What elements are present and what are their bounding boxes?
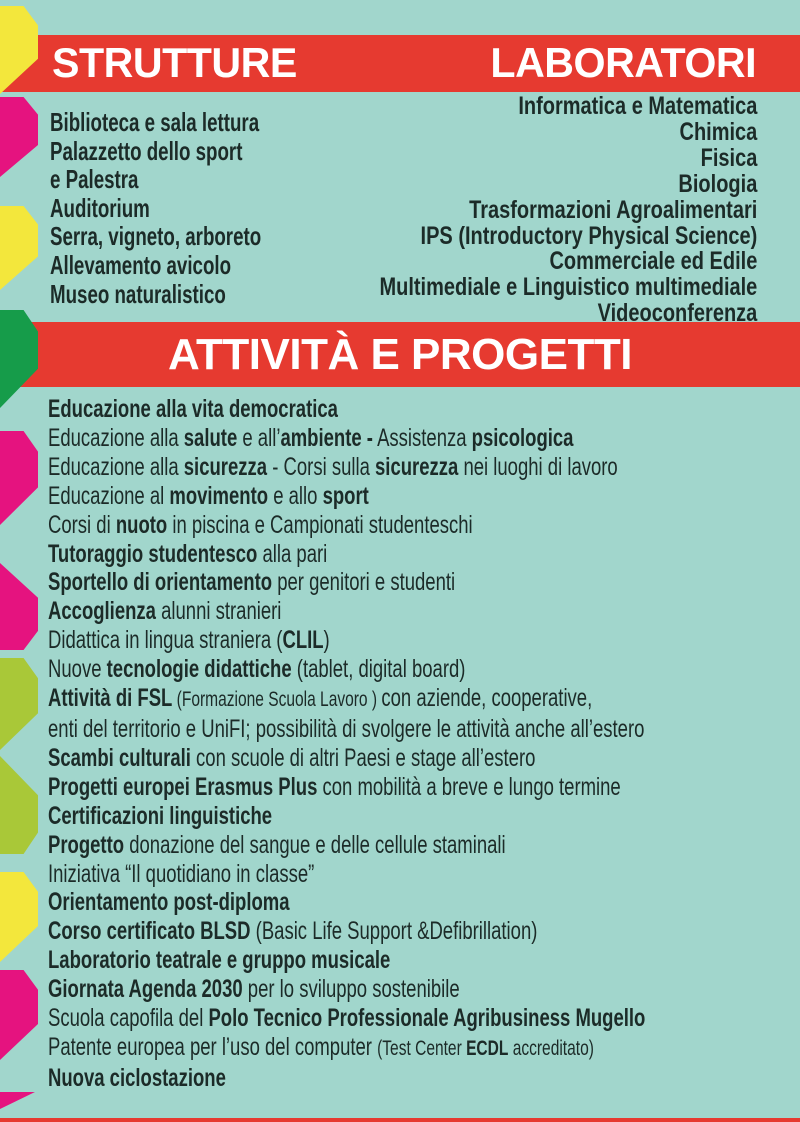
activity-text-segment: Scambi culturali <box>48 743 191 772</box>
list-item: Museo naturalistico <box>50 278 226 309</box>
activity-text-segment: Nuova ciclostazione <box>48 1063 226 1092</box>
activity-text-segment: Educazione alla <box>48 452 184 481</box>
activity-text-segment: e allo <box>268 481 323 510</box>
activity-text-segment: Progetto <box>48 830 125 859</box>
activity-text-segment: accreditato) <box>508 1036 594 1060</box>
activity-text-segment: con aziende, cooperative, <box>381 684 593 713</box>
activity-text-segment: enti del territorio e UniFI; possibilità di svolgere le attività anche all’estero <box>48 714 645 743</box>
list-item: Palazzetto dello sport <box>50 135 243 166</box>
activity-text-segment: in piscina e Campionati studenteschi <box>167 510 473 539</box>
chevron-shape-magenta <box>0 431 38 525</box>
activity-line <box>48 395 645 424</box>
chevron-shape-magenta <box>0 97 38 177</box>
activity-text-segment: movimento <box>169 481 269 510</box>
activity-text-segment: Laboratorio teatrale e gruppo musicale <box>48 946 391 975</box>
activity-line <box>48 453 645 482</box>
activity-line <box>48 773 645 802</box>
activity-line <box>48 1064 645 1093</box>
activity-line <box>48 655 645 684</box>
activity-text-segment: Sportello di orientamento <box>48 568 273 597</box>
activity-text-segment: con mobilità a breve e lungo termine <box>317 772 621 801</box>
activity-line <box>48 540 645 569</box>
activity-text-segment: nuoto <box>115 510 168 539</box>
chevron-shape-yellow <box>0 206 38 290</box>
activity-text-segment: (Basic Life Support &Defibrillation) <box>250 917 538 946</box>
activity-text-segment: alunni stranieri <box>155 597 282 626</box>
activity-text-segment: donazione del sangue e delle cellule staminali <box>124 830 506 859</box>
list-item: Biologia <box>678 169 757 198</box>
activity-text-segment: (Formazione Scuola Lavoro ) <box>172 688 382 712</box>
chevron-shape-lime <box>0 756 38 854</box>
activity-line <box>48 424 645 453</box>
list-item: Multimediale e Linguistico multimediale <box>379 273 757 302</box>
activity-line <box>48 482 645 511</box>
chevron-shape-lime <box>0 658 38 750</box>
list-item: Trasformazioni Agroalimentari <box>468 195 757 224</box>
activity-text-segment: Certificazioni linguistiche <box>48 801 273 830</box>
activity-text-segment: Didattica in lingua straniera ( <box>48 626 283 655</box>
chevron-shape-magenta <box>0 563 38 650</box>
activity-text-segment: ECDL <box>466 1036 509 1060</box>
activity-text-segment: Nuove <box>48 655 107 684</box>
list-item: Auditorium <box>50 192 150 223</box>
chevron-shape-green <box>0 310 38 408</box>
bottom-red-strip <box>0 1118 800 1122</box>
activity-line <box>48 860 645 889</box>
activity-text-segment: ) <box>323 626 330 655</box>
activity-line <box>48 831 645 860</box>
activity-line <box>48 684 645 715</box>
activity-line <box>48 511 645 540</box>
activity-text-segment: Polo Tecnico Professionale Agribusiness Mugello <box>208 1004 646 1033</box>
activity-text-segment: Scuola capofila del <box>48 1004 209 1033</box>
activity-text-segment: sport <box>322 481 369 510</box>
activity-text-segment: alla pari <box>257 539 328 568</box>
activity-text-segment: per lo sviluppo sostenibile <box>242 975 460 1004</box>
activity-text-segment: con scuole di altri Paesi e stage all’estero <box>190 743 536 772</box>
activity-line <box>48 597 645 626</box>
activity-text-segment: Educazione alla vita democratica <box>48 395 338 423</box>
activity-line <box>48 715 645 744</box>
header-bar-attivita <box>0 322 800 387</box>
activity-line <box>48 568 645 597</box>
list-item: Allevamento avicolo <box>50 249 232 280</box>
list-item: Serra, vigneto, arboreto <box>50 221 262 252</box>
activity-text-segment: e all’ <box>237 423 281 452</box>
activity-text-segment: Educazione al <box>48 481 170 510</box>
activity-text-segment: sicurezza <box>375 452 459 481</box>
activity-text-segment: Educazione alla <box>48 423 184 452</box>
activity-line <box>48 626 645 655</box>
activity-line <box>48 946 645 975</box>
activity-text-segment: Iniziativa “Il quotidiano in classe” <box>48 859 315 888</box>
attivita-list <box>48 395 645 1093</box>
activity-text-segment: tecnologie didattiche <box>106 655 292 684</box>
activity-line <box>48 1033 645 1064</box>
list-item: e Palestra <box>50 164 139 195</box>
activity-text-segment: Progetti europei Erasmus Plus <box>48 772 318 801</box>
activity-text-segment: nei luoghi di lavoro <box>458 452 618 481</box>
list-item: Videoconferenza <box>597 299 757 328</box>
activity-line <box>48 888 645 917</box>
attivita-title: ATTIVITÀ E PROGETTI <box>168 330 632 379</box>
list-item: Chimica <box>679 117 757 146</box>
chevron-shape-magenta <box>0 1092 38 1109</box>
strutture-title: STRUTTURE <box>52 39 297 86</box>
activity-text-segment: sicurezza <box>183 452 268 481</box>
activity-text-segment: Giornata Agenda 2030 <box>48 975 243 1004</box>
chevron-shape-magenta <box>0 970 38 1060</box>
activity-text-segment: Attività di FSL <box>48 684 173 713</box>
laboratori-list <box>379 94 757 327</box>
activity-text-segment: psicologica <box>471 423 574 452</box>
activity-text-segment: (tablet, digital board) <box>291 655 466 684</box>
activity-text-segment: per genitori e studenti <box>272 568 456 597</box>
list-item: IPS (Introductory Physical Science) <box>420 221 757 250</box>
activity-text-segment: Tutoraggio studentesco <box>48 539 258 568</box>
activity-text-segment: salute <box>183 423 238 452</box>
list-item: Informatica e Matematica <box>518 92 757 120</box>
activity-line <box>48 744 645 773</box>
chevron-shape-yellow <box>0 872 38 962</box>
activity-text-segment: CLIL <box>282 626 324 655</box>
laboratori-title: LABORATORI <box>490 39 756 86</box>
activity-text-segment: Corso certificato BLSD <box>48 917 251 946</box>
list-item: Fisica <box>700 143 757 172</box>
header-bar-top <box>0 35 800 92</box>
activity-line <box>48 917 645 946</box>
activity-text-segment: ambiente - <box>280 423 373 452</box>
activity-line <box>48 975 645 1004</box>
activity-text-segment: (Test Center <box>377 1036 467 1060</box>
activity-text-segment: Orientamento post-diploma <box>48 888 290 917</box>
activity-text-segment: Assistenza <box>372 423 472 452</box>
list-item: Commerciale ed Edile <box>549 247 757 276</box>
activity-line <box>48 802 645 831</box>
list-item: Biblioteca e sala lettura <box>50 107 260 137</box>
strutture-list <box>50 108 261 308</box>
activity-text-segment: Accoglienza <box>48 597 156 626</box>
activity-text-segment: Corsi di <box>48 510 116 539</box>
activity-text-segment: - Corsi sulla <box>267 452 376 481</box>
activity-line <box>48 1004 645 1033</box>
activity-text-segment: Patente europea per l’uso del computer <box>48 1032 378 1061</box>
